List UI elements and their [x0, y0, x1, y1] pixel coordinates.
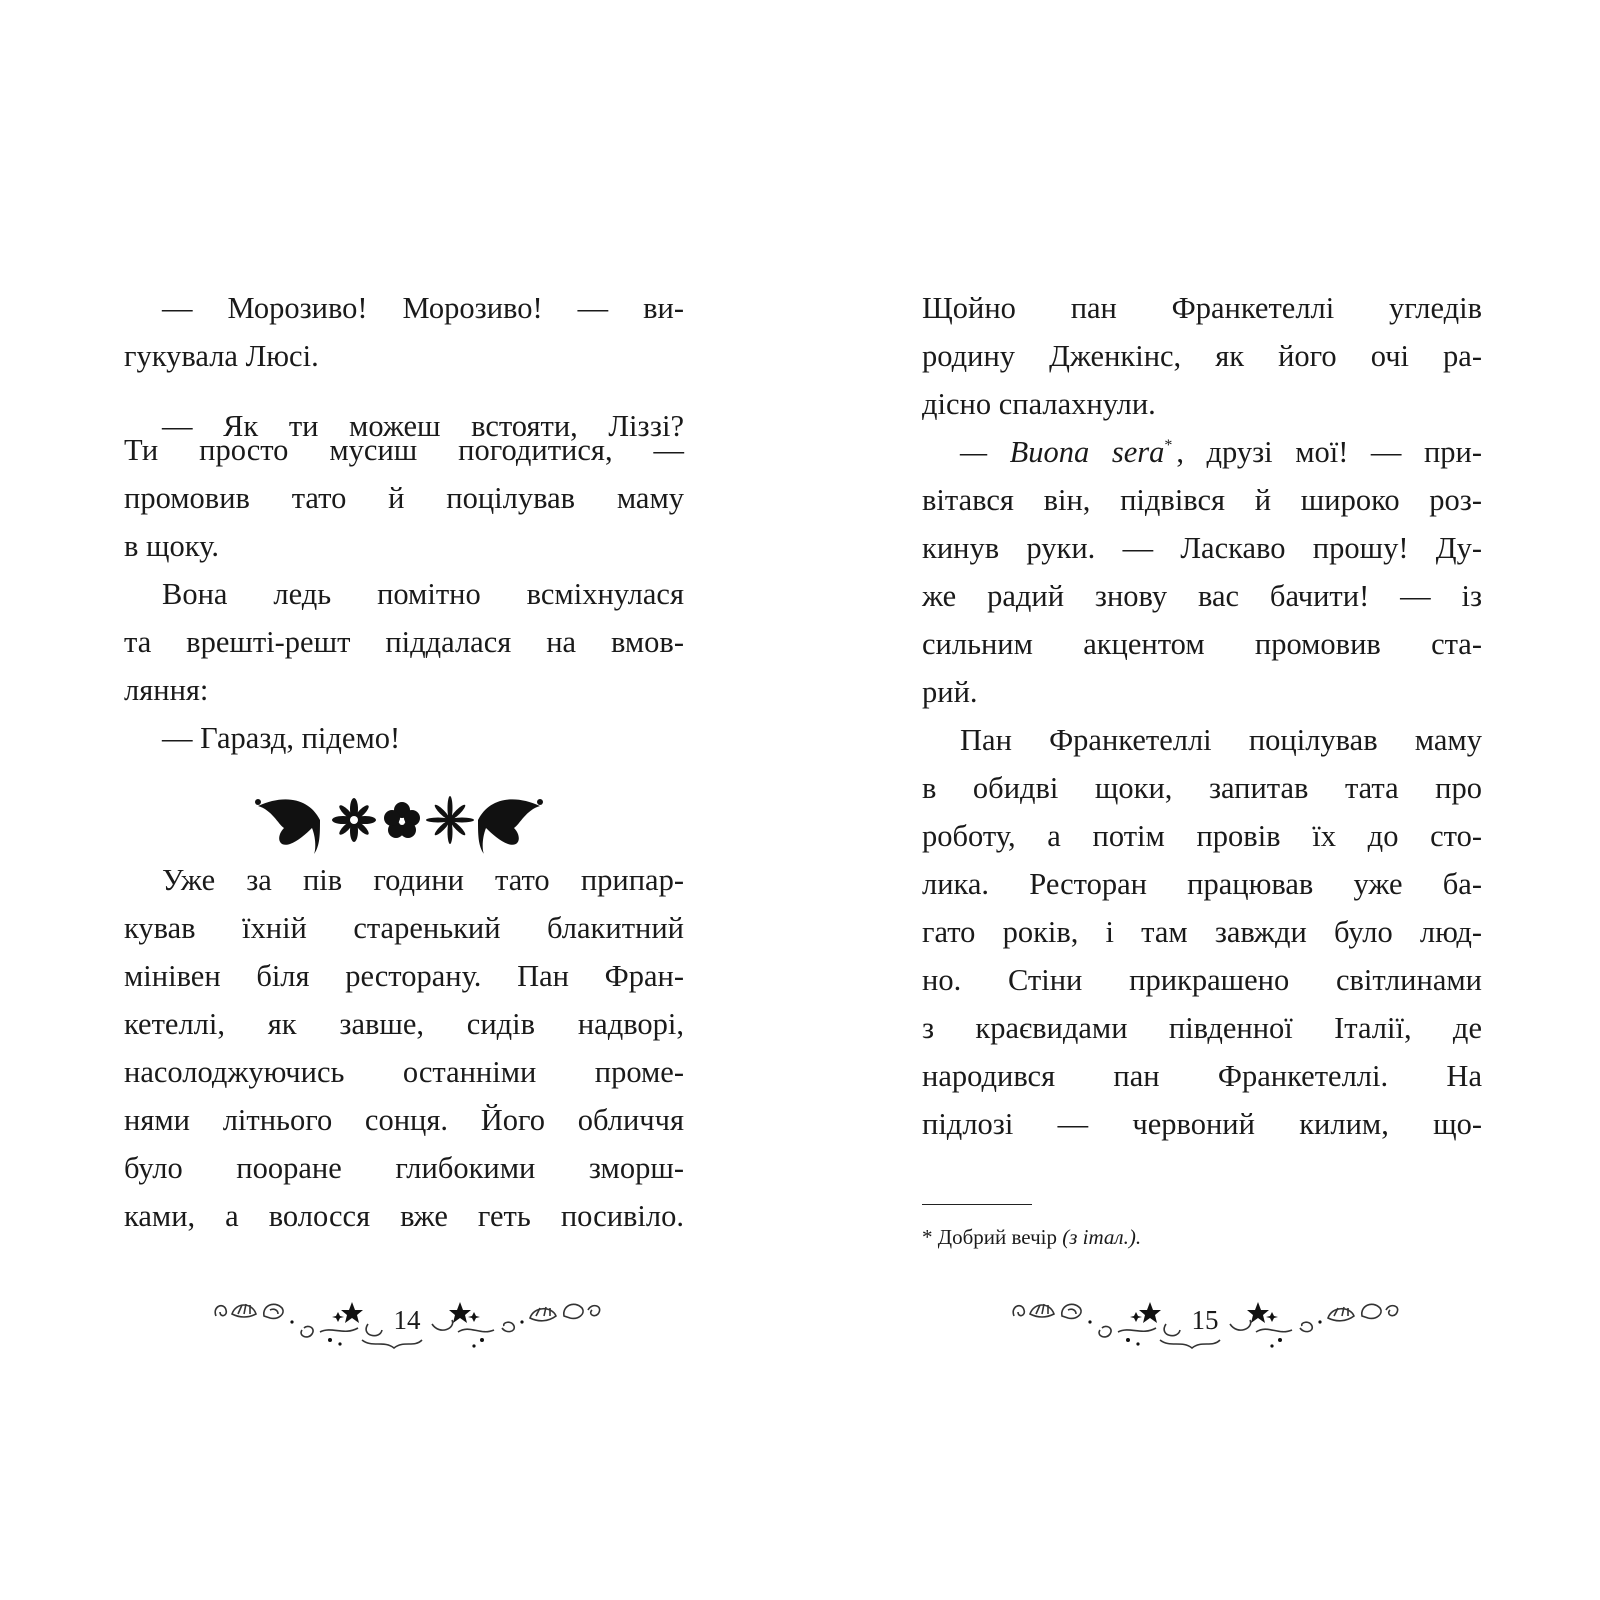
text-line: дісно спалахнули. [922, 387, 1156, 421]
text-line: гато років, і там завжди було люд- [922, 915, 1482, 949]
text-line: сильним акцентом промовив ста- [922, 627, 1482, 661]
text-line: кетеллі, як завше, сидів надворі, [124, 1007, 684, 1041]
text-line: та врешті-решт піддалася на вмов- [124, 625, 684, 659]
italic-phrase: — Buona sera [960, 435, 1165, 469]
text-line: вітався він, підвівся й широко роз- [922, 483, 1482, 517]
text-line: насолоджуючись останніми проме- [124, 1055, 684, 1089]
text-line: ляння: [124, 673, 209, 707]
text-line: — Як ти можеш встояти, Ліззі? [162, 409, 684, 443]
text-line: підлозі — червоний килим, що- [922, 1107, 1482, 1141]
text-line: народився пан Франкетеллі. На [922, 1059, 1482, 1093]
text-line [960, 428, 1482, 476]
footnote-marker: * [922, 1225, 933, 1249]
text-line: Щойно пан Франкетеллі угледів [922, 291, 1482, 325]
text-line: з краєвидами південної Італії, де [922, 1011, 1482, 1045]
text-line: родину Дженкінс, як його очі ра- [922, 339, 1482, 373]
text-line: кинув руки. — Ласкаво прошу! Ду- [922, 531, 1482, 565]
text-line: в щоку. [124, 529, 219, 563]
text-line: лика. Ресторан працював уже ба- [922, 867, 1482, 901]
text-line: промовив тато й поцілував маму [124, 481, 684, 515]
text-line: рий. [922, 675, 978, 709]
text-line: Пан Франкетеллі поцілував маму [960, 723, 1482, 757]
footnote-rule [922, 1204, 1032, 1205]
text-line: же радий знову вас бачити! — із [922, 579, 1482, 613]
butterfly-flower-divider [254, 784, 544, 856]
text-line: Вона ледь помітно всміхнулася [162, 577, 684, 611]
page-footer [212, 1296, 602, 1366]
text-line: роботу, а потім провів їх до сто- [922, 819, 1482, 853]
text-line: було пооране глибокими зморш- [124, 1151, 684, 1185]
footnote-mark: * [1164, 437, 1173, 454]
page-footer [1010, 1296, 1400, 1366]
text-line: в обидві щоки, запитав тата про [922, 771, 1482, 805]
footnote-text: Добрий вечір [937, 1225, 1057, 1249]
text-line: — Морозиво! Морозиво! — ви- [162, 291, 684, 325]
text-line: мінівен біля ресторану. Пан Фран- [124, 959, 684, 993]
page-number: 14 [393, 1305, 421, 1335]
text-line: Ти просто мусиш погодитися, — [124, 433, 684, 467]
text-line: но. Стіни прикрашено світлинами [922, 963, 1482, 997]
page-number: 15 [1191, 1305, 1219, 1335]
text-line: ками, а волосся вже геть посивіло. [124, 1199, 684, 1233]
text-line: гукувала Люсі. [124, 339, 319, 373]
footnote [922, 1222, 1141, 1252]
text-line: нями літнього сонця. Його обличчя [124, 1103, 684, 1137]
text-line: Уже за пів години тато припар- [162, 863, 684, 897]
text-line: — Гаразд, підемо! [162, 721, 401, 755]
footnote-source: (з італ.). [1062, 1225, 1142, 1249]
text-line: кував їхній старенький блакитний [124, 911, 684, 945]
line-rest: , друзі мої! — при- [1176, 435, 1483, 469]
